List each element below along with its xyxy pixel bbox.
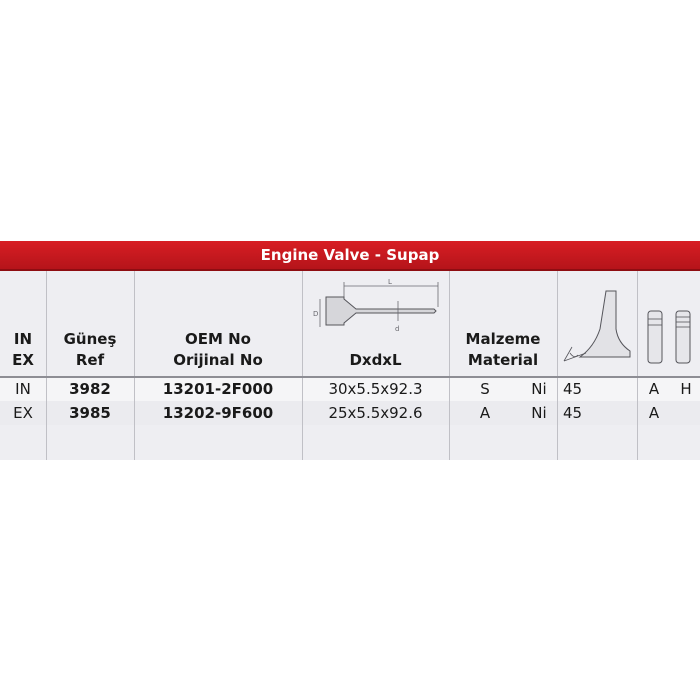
header-type-in: IN <box>13 330 33 348</box>
header-ref-line1: Güneş <box>63 330 117 348</box>
header-material-line1: Malzeme <box>465 330 541 348</box>
diagram-label-l: L <box>388 278 392 286</box>
valve-angle-diagram-icon <box>560 289 636 375</box>
row2-material-ni: Ni <box>531 404 547 422</box>
row1-code-h: H <box>680 380 692 398</box>
row2-material: A <box>479 404 491 422</box>
row2-oem: 13202-9F600 <box>162 404 274 422</box>
diagram-label-d-lower: d <box>395 325 400 333</box>
engine-valve-table <box>0 241 700 460</box>
table-body <box>0 271 700 460</box>
header-oem-line2: Orijinal No <box>173 351 263 369</box>
row2-code-a: A <box>648 404 660 422</box>
header-ref <box>46 329 134 371</box>
header-material <box>449 329 557 371</box>
header-type-ex: EX <box>12 351 34 369</box>
row2-ref: 3985 <box>69 404 111 422</box>
row2-angle: 45 <box>563 404 583 422</box>
row1-angle: 45 <box>563 380 583 398</box>
row1-material: S <box>480 380 490 398</box>
row1-oem: 13201-2F000 <box>162 380 274 398</box>
header-dims: DxdxL <box>349 351 402 369</box>
row1-dims: 30x5.5x92.3 <box>328 380 423 398</box>
header-material-line2: Material <box>467 351 539 369</box>
valve-collet-diagram-icon <box>645 309 697 365</box>
row2-type: EX <box>13 404 33 422</box>
row1-ref: 3982 <box>69 380 111 398</box>
valve-dimension-diagram-icon <box>310 277 442 347</box>
row1-code-a: A <box>648 380 660 398</box>
row1-material-ni: Ni <box>531 380 547 398</box>
header-ref-line2: Ref <box>75 351 105 369</box>
column-divider <box>637 271 638 460</box>
header-type <box>0 329 46 371</box>
header-oem-line1: OEM No <box>184 330 251 348</box>
row1-type: IN <box>15 380 31 398</box>
diagram-label-d-upper: D <box>313 310 319 318</box>
row2-dims: 25x5.5x92.6 <box>328 404 423 422</box>
column-divider <box>557 271 558 460</box>
header-oem <box>134 329 302 371</box>
table-title: Engine Valve - Supap <box>0 241 700 271</box>
